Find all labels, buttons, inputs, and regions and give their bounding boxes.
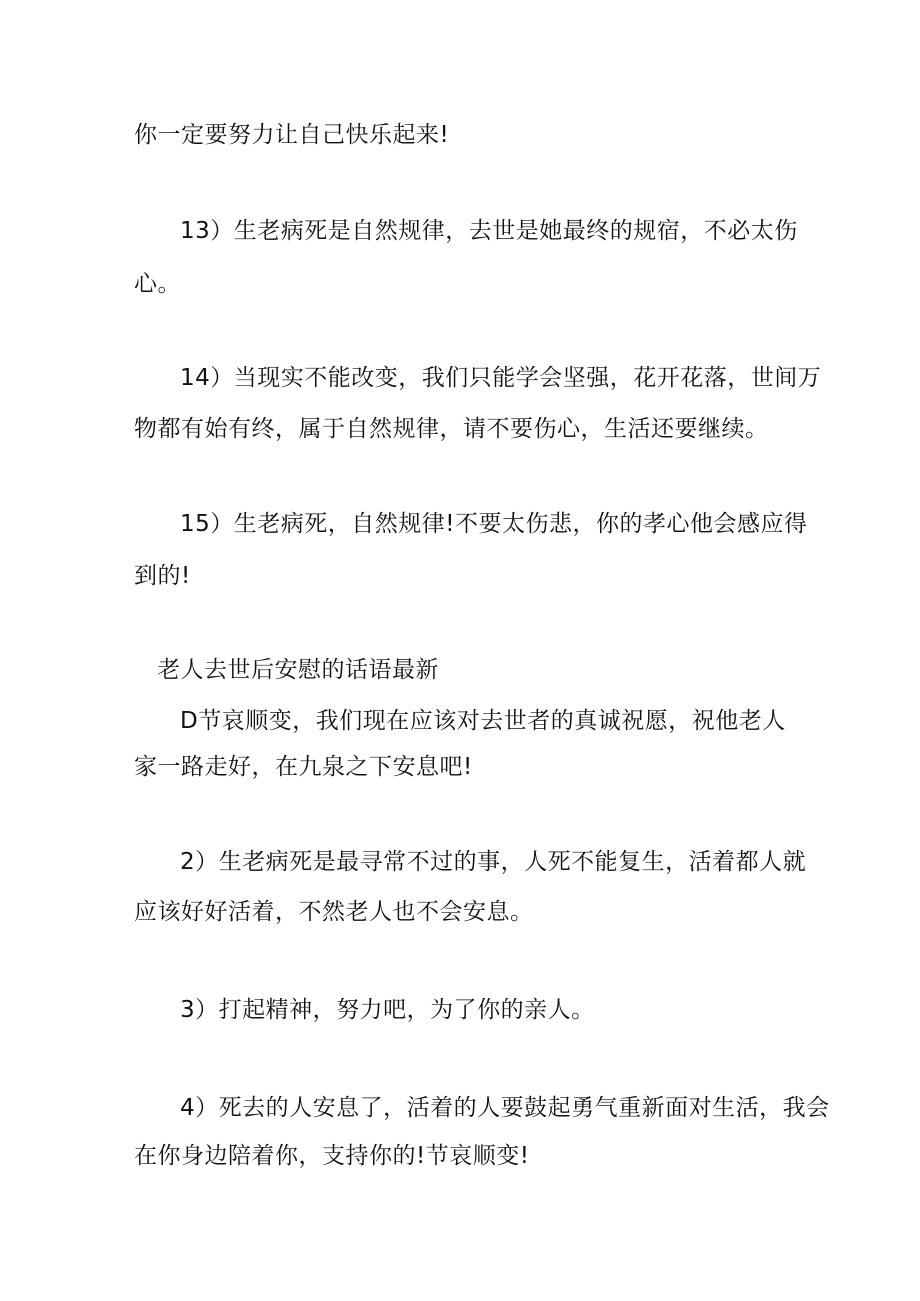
paragraph-2-line-1: 2）生老病死是最寻常不过的事，人死不能复生，活着都人就 [180,849,807,875]
paragraph-13-line-1: 13）生老病死是自然规律，去世是她最终的规宿，不必太伤 [180,218,798,244]
paragraph-1-line-2: 家一路走好，在九泉之下安息吧! [134,754,473,780]
paragraph-15-line-1: 15）生老病死，自然规律!不要太伤悲，你的孝心他会感应得 [180,511,808,537]
paragraph-14-line-1: 14）当现实不能改变，我们只能学会坚强，花开花落，世间万 [180,365,822,391]
paragraph-15-line-2: 到的! [134,563,191,589]
paragraph-4-line-1: 4）死去的人安息了，活着的人要鼓起勇气重新面对生活，我会 [180,1095,830,1121]
intro-line: 你一定要努力让自己快乐起来! [134,122,450,148]
paragraph-2-line-2: 应该好好活着，不然老人也不会安息。 [134,899,534,925]
paragraph-3-line-1: 3）打起精神，努力吧，为了你的亲人。 [180,997,595,1023]
section-heading: 老人去世后安慰的话语最新 [157,657,439,683]
paragraph-1-line-1: D节哀顺变，我们现在应该对去世者的真诚祝愿，祝他老人 [180,708,786,734]
paragraph-4-line-2: 在你身边陪着你，支持你的!节哀顺变! [134,1143,530,1169]
paragraph-13-line-2: 心。 [134,271,181,297]
paragraph-14-line-2: 物都有始有终，属于自然规律，请不要伤心，生活还要继续。 [134,416,769,442]
